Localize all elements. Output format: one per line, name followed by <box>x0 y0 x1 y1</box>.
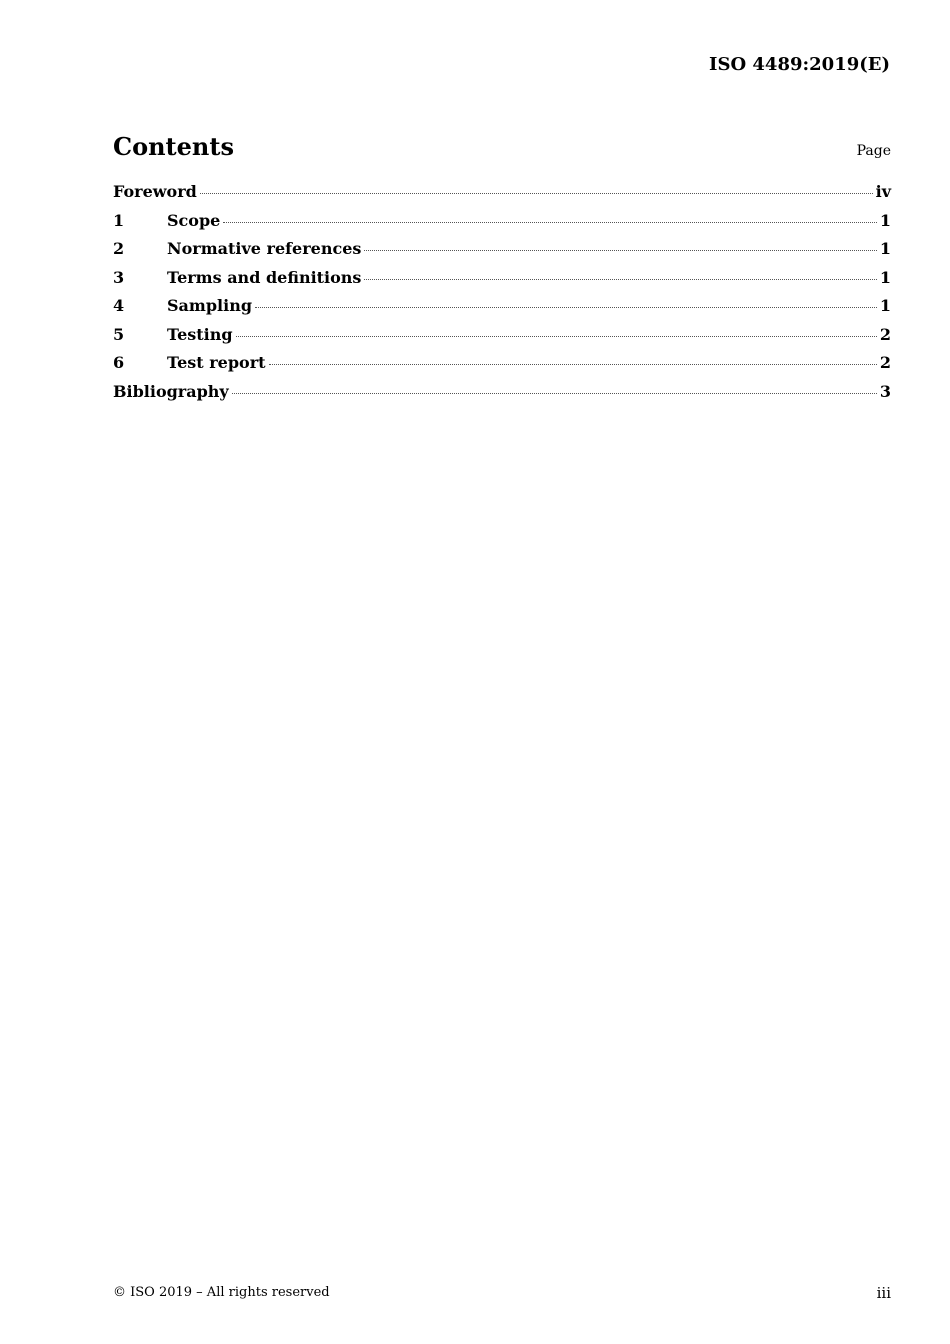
toc-entry-title: Testing <box>167 324 233 344</box>
toc-entry-page: 1 <box>879 267 891 287</box>
toc-entry-number: 3 <box>113 267 125 287</box>
dot-leader <box>236 336 877 337</box>
toc-entry-terms-and-definitions[interactable] <box>113 268 891 297</box>
toc-entry-normative-references[interactable] <box>113 239 891 268</box>
toc-entry-page: iv <box>875 182 891 201</box>
table-of-contents <box>113 182 891 410</box>
toc-entry-page: 2 <box>879 324 891 344</box>
dot-leader <box>269 364 877 365</box>
contents-header <box>113 132 891 164</box>
toc-entry-number: 6 <box>113 353 125 372</box>
dot-leader <box>364 250 876 251</box>
page-footer <box>113 1284 891 1304</box>
toc-entry-number: 5 <box>113 324 125 344</box>
toc-entry-page: 1 <box>879 210 891 230</box>
dot-leader <box>223 222 877 223</box>
toc-entry-test-report[interactable] <box>113 353 891 382</box>
toc-entry-page: 2 <box>879 353 891 372</box>
document-id: ISO 4489:2019(E) <box>709 54 890 75</box>
dot-leader <box>364 279 876 280</box>
toc-entry-page: 1 <box>879 296 891 315</box>
page-column-label: Page <box>856 143 891 159</box>
toc-entry-title: Bibliography <box>113 381 229 401</box>
toc-entry-scope[interactable] <box>113 211 891 240</box>
dot-leader <box>200 193 873 194</box>
toc-entry-bibliography[interactable] <box>113 382 891 411</box>
toc-entry-title: Test report <box>167 353 266 372</box>
dot-leader <box>255 307 877 308</box>
page-number: iii <box>876 1284 891 1302</box>
toc-entry-sampling[interactable] <box>113 296 891 325</box>
dot-leader <box>232 393 877 394</box>
toc-entry-title: Normative references <box>167 239 362 258</box>
toc-entry-testing[interactable] <box>113 325 891 354</box>
contents-title: Contents <box>113 132 234 161</box>
toc-entry-title: Sampling <box>167 296 253 315</box>
toc-entry-title: Scope <box>167 210 221 230</box>
toc-entry-number: 1 <box>113 210 125 230</box>
toc-entry-page: 1 <box>879 239 891 258</box>
copyright-notice: © ISO 2019 – All rights reserved <box>113 1285 330 1300</box>
toc-entry-page: 3 <box>879 381 891 401</box>
toc-entry-foreword[interactable] <box>113 182 891 211</box>
toc-entry-number: 2 <box>113 239 125 258</box>
toc-entry-title: Foreword <box>113 182 197 201</box>
toc-entry-title: Terms and definitions <box>167 267 362 287</box>
toc-entry-number: 4 <box>113 296 125 315</box>
